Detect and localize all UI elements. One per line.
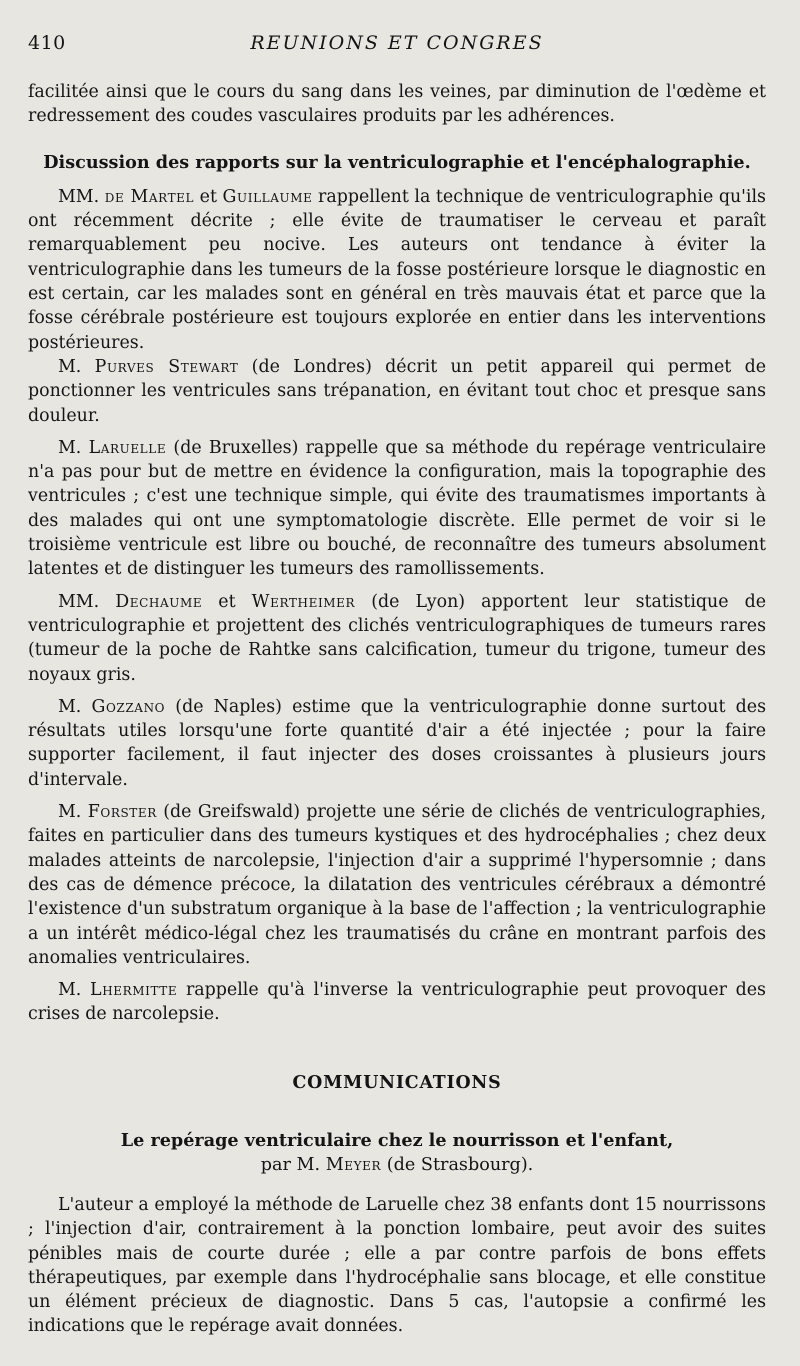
paragraph-prefix: M. <box>58 980 91 1001</box>
author-name: Purves Stewart <box>94 356 239 377</box>
paragraph-de-martel <box>28 185 766 355</box>
page-number: 410 <box>28 32 66 54</box>
paragraph-dechaume <box>28 590 766 687</box>
author-name: Martel <box>130 186 195 207</box>
article-title-block <box>28 1129 766 1177</box>
article-paragraph: L'auteur a employé la méthode de Laruelle chez 38 enfants dont 15 nourrissons ; l'injection d'air, contrairement à la ponction lombaire, peut avoir des suites pénibles mais de courte durée ; elle a par contre parfois de bons effets thérapeutiques, par exemple dans l'hydrocéphalie sans blocage, et elle constitue un élément précieux de diagnostic. Dans 5 cas, l'autopsie a confirmé les indications que le repérage avait données. <box>28 1194 766 1337</box>
paragraph-text: rappelle qu'à l'inverse la ventriculographie peut provoquer des crises de narcolepsie. <box>28 980 766 1025</box>
intro-paragraph: facilitée ainsi que le cours du sang dans les veines, par diminution de l'œdème et redressement des coudes vasculaires produits par les adhérences. <box>28 82 766 127</box>
page-body <box>28 80 766 1339</box>
author-name: Laruelle <box>88 437 167 458</box>
paragraph-prefix: M. <box>58 356 95 377</box>
paragraph-text: (de Londres) décrit un petit appareil qui permet de ponctionner les ventricules sans trépanation, en évitant tout choc et presque sans douleur. <box>28 356 767 426</box>
paragraph-prefix: M. <box>58 437 89 458</box>
author-name: Forster <box>87 802 157 823</box>
paragraph-text: (de Greifswald) projette une série de clichés de ventriculographies, faites en particulier dans des tumeurs kystiques et des hydrocéphalies ; chez deux malades atteints de narcolepsie, l'injection d'air a supprimé l'hypersomnie ; dans des cas de démence précoce, la dilatation des ventricules cérébraux a démontré l'existence d'un substratum organique à la base de l'affection ; la ventriculographie a un intérêt médico-légal chez les traumatisés du crâne en montrant parfois des anomalies ventriculaires. <box>28 802 767 968</box>
name-join: et <box>194 186 223 207</box>
paragraph-laruelle <box>28 436 766 582</box>
running-title: REUNIONS ET CONGRES <box>250 32 544 54</box>
name-join: et <box>202 591 252 612</box>
article-byline <box>28 1153 766 1177</box>
paragraph-purves-stewart <box>28 355 766 428</box>
author-name: Gozzano <box>91 696 166 717</box>
paragraph-lhermitte <box>28 978 766 1027</box>
author-name: Meyer <box>325 1154 382 1175</box>
paragraph-prefix: M. <box>58 696 92 717</box>
running-header <box>28 28 766 58</box>
author-name: Lhermitte <box>90 980 178 1001</box>
paragraph-prefix: MM. <box>58 591 116 612</box>
name-particle: de <box>104 186 131 207</box>
paragraph-text: (de Bruxelles) rappelle que sa méthode du repérage ventriculaire n'a pas pour but de mettre en évidence la configuration, mais la topographie des ventricules ; c'est une technique simple, qui évite des traumatismes importants à des malades qui ont une symptomatologie discrète. Elle permet de voir si le troisième ventricule est libre ou bouché, de reconnaître des tumeurs absolument latentes et de distinguer les tumeurs des ramollissements. <box>28 437 766 580</box>
article-title: Le repérage ventriculaire chez le nourrisson et l'enfant, <box>120 1129 674 1151</box>
author-name: Wertheimer <box>251 591 356 612</box>
communications-heading: COMMUNICATIONS <box>292 1072 502 1093</box>
paragraph-prefix: MM. <box>58 186 105 207</box>
author-name: Guillaume <box>222 186 313 207</box>
paragraph-text: rappellent la technique de ventriculographie qu'ils ont récemment décrite ; elle évite de traumatiser le cerveau et paraît remarquablement peu nocive. Les auteurs ont tendance à éviter la ventriculographie dans les tumeurs de la fosse postérieure lorsque le diagnostic en est certain, car les malades sont en général en très mauvais état et parce que la fosse cérébrale postérieure est toujours explorée en entier dans les interventions postérieures. <box>28 186 766 353</box>
discussion-title: Discussion des rapports sur la ventriculographie et l'encéphalographie. <box>43 151 751 173</box>
byline-suffix: (de Strasbourg). <box>381 1154 534 1175</box>
byline-prefix: par M. <box>260 1154 326 1175</box>
paragraph-gozzano <box>28 695 766 792</box>
author-name: Dechaume <box>115 591 203 612</box>
paragraph-forster <box>28 800 766 970</box>
paragraph-text: (de Naples) estime que la ventriculographie donne surtout des résultats utiles lorsqu'une forte quantité d'air a été injectée ; pour la faire supporter facilement, il faut injecter des doses croissantes à plusieurs jours d'intervale. <box>28 696 766 790</box>
paragraph-text: (de Lyon) apportent leur statistique de ventriculographie et projettent des clichés ventriculographiques de tumeurs rares (tumeur de la poche de Rahtke sans calcification, tumeur du trigone, tumeur des noyaux gris. <box>28 591 767 685</box>
paragraph-prefix: M. <box>58 802 88 823</box>
